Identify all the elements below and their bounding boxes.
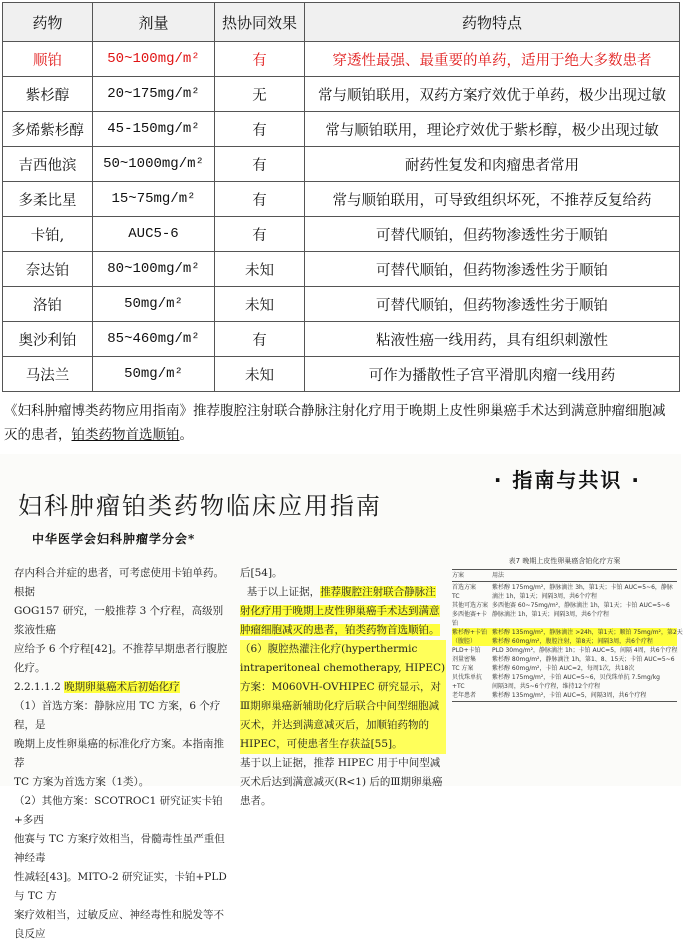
- scan-line: 存内科合并症的患者，可考虑使用卡铂单药。根据: [14, 567, 224, 598]
- scan-column-1: [14, 564, 232, 944]
- cell-drug: 洛铂: [3, 287, 93, 322]
- table-row: [3, 217, 680, 252]
- cell-dose: 50~100mg/m²: [93, 42, 215, 77]
- cell-dose: 80~100mg/m²: [93, 252, 215, 287]
- cell-note: 常与顺铂联用，可导致组织坏死，不推荐反复给药: [305, 182, 680, 217]
- scan-paragraph: [240, 583, 446, 640]
- scan-table-title: 表7 晚期上皮性卵巢癌含铂化疗方案: [508, 557, 621, 565]
- scan-paragraph: 基于以上证据，推荐 HIPEC 用于中间型减灭术后达到满意减灭(R<1) 后的Ⅲ期卵巢癌患者。: [240, 757, 443, 807]
- table-row: [3, 42, 680, 77]
- scan-table-cell: 紫杉醇 175mg/m²，静脉滴注 3h，第1天；卡铂 AUC=5~6，静脉: [492, 584, 673, 591]
- scan-authors: 中华医学会妇科肿瘤学分会*: [32, 532, 196, 546]
- scan-table-head-cell: 用法: [492, 572, 505, 579]
- cell-dose: 50mg/m²: [93, 287, 215, 322]
- cell-dose: AUC5-6: [93, 217, 215, 252]
- scan-line: 他赛与 TC 方案疗效相当，骨髓毒性虽严重但神经毒: [14, 833, 225, 864]
- scan-table-cell: 紫杉醇 135mg/m²，卡铂 AUC=5，间隔3周，共6个疗程: [492, 692, 647, 699]
- scan-table-cell: 剂量密集: [452, 656, 477, 663]
- cell-dose: 15~75mg/m²: [93, 182, 215, 217]
- scan-table-cell: 老年患者: [452, 692, 477, 699]
- table-row: [3, 357, 680, 392]
- scan-line: 应给予 6 个疗程[42]。不推荐早期患者行腹腔化疗。: [14, 643, 228, 674]
- caption-end: 。: [179, 427, 193, 443]
- cell-note: 可替代顺铂，但药物渗透性劣于顺铂: [305, 217, 680, 252]
- scan-line: 晚期上皮性卵巢癌的标准化疗方案。本指南推荐: [14, 738, 224, 769]
- table-row: [3, 77, 680, 112]
- cell-dose: 85~460mg/m²: [93, 322, 215, 357]
- cell-note: 可作为播散性子宫平滑肌肉瘤一线用药: [305, 357, 680, 392]
- table-row: [3, 112, 680, 147]
- caption-link[interactable]: 铂类药物首选顺铂: [71, 427, 180, 443]
- scan-table-cell: 间隔3周，共5~6个疗程，维持12个疗程: [492, 683, 601, 690]
- scan-line: （1）首选方案：静脉应用 TC 方案，6 个疗程，是: [14, 700, 221, 731]
- table-header-row: [3, 3, 680, 42]
- header-dose: 剂量: [93, 3, 215, 42]
- scan-table-row: [452, 691, 677, 700]
- scan-table-row: [452, 664, 677, 673]
- scan-table-head-cell: 方案: [452, 572, 465, 579]
- header-note: 药物特点: [305, 3, 680, 42]
- scan-title: 妇科肿瘤铂类药物临床应用指南: [18, 492, 382, 520]
- scan-table-cell: 静脉滴注 1h，第1天；间隔3周，共6个疗程: [492, 611, 609, 618]
- table-row: [3, 287, 680, 322]
- scan-table-cell: +TC: [452, 683, 465, 690]
- scan-table-cell: PLD+卡铂: [452, 647, 481, 654]
- cell-note: 穿透性最强、最重要的单药，适用于绝大多数患者: [305, 42, 680, 77]
- scan-table-cell: 其他可选方案: [452, 602, 489, 609]
- scan-table-cell: 首选方案: [452, 584, 477, 591]
- header-synergy: 热协同效果: [215, 3, 305, 42]
- header-drug: 药物: [3, 3, 93, 42]
- scan-table-cell: （腹腔）: [452, 638, 477, 645]
- cell-synergy: 无: [215, 77, 305, 112]
- scan-table-cell: 紫杉醇 60mg/m²，卡铂 AUC=2，每周1次，共18次: [492, 665, 635, 672]
- guideline-scan-image: [0, 454, 683, 940]
- table-row: [3, 322, 680, 357]
- scan-table-row: [452, 637, 677, 646]
- scan-table-head: [452, 571, 677, 580]
- cell-drug: 紫杉醇: [3, 77, 93, 112]
- scan-table-cell: 多西他赛 60~75mg/m²，静脉滴注 1h，第1天；卡铂 AUC=5~6: [492, 602, 670, 609]
- cell-note: 粘液性癌一线用药，具有组织刺激性: [305, 322, 680, 357]
- scan-table-cell: TC: [452, 593, 460, 600]
- cell-note: 耐药性复发和肉瘤患者常用: [305, 147, 680, 182]
- scan-heading: [14, 678, 232, 697]
- scan-table-cell: 紫杉醇+卡铂: [452, 629, 488, 636]
- scan-table-row: [452, 592, 677, 601]
- cell-note: 常与顺铂联用，理论疗效优于紫杉醇，极少出现过敏: [305, 112, 680, 147]
- table-row: [3, 252, 680, 287]
- scan-table-7: [452, 557, 683, 703]
- scan-table-row: [452, 646, 677, 655]
- scan-table-cell: 紫杉醇 135mg/m²，静脉滴注 >24h，第1天；顺铂 75mg/m²，第2天: [492, 629, 683, 636]
- scan-table-row: [452, 601, 677, 610]
- scan-column-2: [240, 564, 446, 811]
- scan-heading-text: 晚期卵巢癌术后初始化疗: [64, 681, 180, 693]
- cell-dose: 50~1000mg/m²: [93, 147, 215, 182]
- scan-table-cell: 贝伐珠单抗: [452, 674, 483, 681]
- scan-highlight-recommend: 推荐腹腔注射联合静脉注射化疗用于晚期上皮性卵巢癌手术达到满意肿瘤细胞减灭的患者，铂类药物首选顺铂。: [240, 586, 440, 636]
- cell-synergy: 有: [215, 42, 305, 77]
- scan-table-row: [452, 682, 677, 691]
- cell-synergy: 有: [215, 322, 305, 357]
- cell-dose: 50mg/m²: [93, 357, 215, 392]
- scan-heading-num: 2.2.1.1.2: [14, 681, 61, 693]
- section-tag: · 指南与共识 ·: [493, 468, 641, 492]
- cell-drug: 吉西他滨: [3, 147, 93, 182]
- cell-drug: 多柔比星: [3, 182, 93, 217]
- cell-synergy: 有: [215, 112, 305, 147]
- scan-highlight-hipec: （6）腹腔热灌注化疗(hyperthermic intraperitoneal chemotherapy, HIPEC) 方案：M060VH-OVHIPEC 研究显示，对Ⅲ期卵巢癌新辅助化疗后联合中间型细胞减灭术，并达到满意减灭后，加顺铂药物的 HIPEC，可使患者生存获益[55]。: [240, 640, 446, 754]
- drug-table: [2, 2, 680, 392]
- cell-synergy: 有: [215, 147, 305, 182]
- scan-line: GOG157 研究，一般推荐 3 个疗程，高级别浆液性癌: [14, 605, 224, 636]
- cell-synergy: 有: [215, 182, 305, 217]
- cell-note: 可替代顺铂，但药物渗透性劣于顺铂: [305, 252, 680, 287]
- scan-line: 后[54]。: [240, 567, 283, 579]
- cell-drug: 卡铂,: [3, 217, 93, 252]
- cell-synergy: 有: [215, 217, 305, 252]
- scan-table-cell: TC 方案: [452, 665, 474, 672]
- table-row: [3, 147, 680, 182]
- scan-table-cell: 多西他赛+卡铂: [452, 611, 488, 627]
- cell-dose: 45-150mg/m²: [93, 112, 215, 147]
- scan-line: TC 方案为首选方案（1类）。: [14, 776, 150, 788]
- scan-text: 基于以上证据，: [246, 586, 321, 598]
- scan-table-row: [452, 673, 677, 682]
- caption-paragraph: [4, 399, 678, 447]
- cell-synergy: 未知: [215, 287, 305, 322]
- scan-table-row: [452, 610, 677, 628]
- scan-line: 性减轻[43]。MITO-2 研究证实，卡铂+PLD 与 TC 方: [14, 871, 227, 902]
- cell-note: 可替代顺铂，但药物渗透性劣于顺铂: [305, 287, 680, 322]
- cell-drug: 奈达铂: [3, 252, 93, 287]
- scan-table-row: [452, 655, 677, 664]
- cell-note: 常与顺铂联用，双药方案疗效优于单药，极少出现过敏: [305, 77, 680, 112]
- scan-line: （2）其他方案：SCOTROC1 研究证实卡铂+多西: [14, 795, 223, 826]
- cell-drug: 顺铂: [3, 42, 93, 77]
- scan-table-cell: 滴注 1h，第1天；间隔3周，共6个疗程: [492, 593, 597, 600]
- table-row: [3, 182, 680, 217]
- scan-table-cell: 紫杉醇 175mg/m²，卡铂 AUC=5~6，贝伐珠单抗 7.5mg/kg: [492, 674, 660, 681]
- caption-text: 《妇科肿瘤博类药物应用指南》推荐腹腔注射联合静脉注射化疗用于晚期上皮性卵巢癌手术达到满意肿瘤细胞减灭的患者，: [4, 403, 666, 443]
- scan-table-cell: 紫杉醇 60mg/m²，腹腔注射，第8天；间隔3周，共6个疗程: [492, 638, 653, 645]
- cell-drug: 奥沙利铂: [3, 322, 93, 357]
- cell-synergy: 未知: [215, 357, 305, 392]
- cell-synergy: 未知: [215, 252, 305, 287]
- scan-table-cell: PLD 30mg/m²，静脉滴注 1h；卡铂 AUC=5，间隔 4周，共6个疗程: [492, 647, 678, 654]
- cell-drug: 马法兰: [3, 357, 93, 392]
- scan-table-row: [452, 628, 683, 637]
- cell-dose: 20~175mg/m²: [93, 77, 215, 112]
- cell-drug: 多烯紫杉醇: [3, 112, 93, 147]
- scan-table-cell: 紫杉醇 80mg/m²，静脉滴注 1h，第1、8、15天；卡铂 AUC=5~6: [492, 656, 675, 663]
- scan-line: 案疗效相当，过敏反应、神经毒性和脱发等不良反应: [14, 909, 224, 940]
- scan-table-row: [452, 583, 677, 592]
